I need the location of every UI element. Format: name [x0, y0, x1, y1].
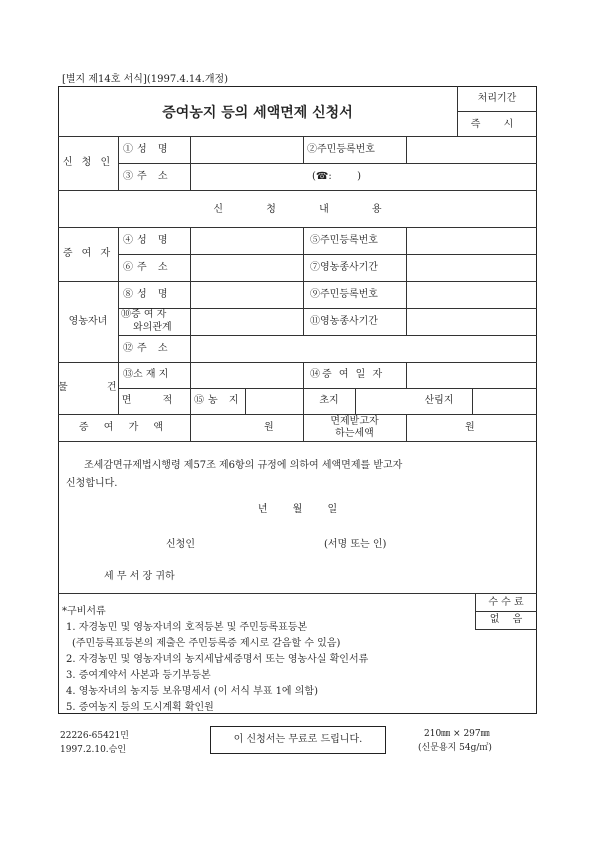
donor-regno-field[interactable]: [407, 228, 536, 253]
fee-label: 수 수 료: [488, 597, 524, 608]
donor-farming-period-field[interactable]: [407, 255, 536, 280]
applicant-address-field[interactable]: [191, 164, 306, 189]
grassland-area-field[interactable]: [356, 389, 405, 413]
document-item: 1. 자경농민 및 영농자녀의 호적등본 및 주민등록표등본: [66, 622, 308, 633]
farmer-farming-period-label: ⑪영농종사기간: [310, 316, 378, 327]
document-item: 2. 자경농민 및 영농자녀의 농지세납세증명서 또는 영농사실 확인서류: [66, 654, 369, 665]
gift-value-unit: 원: [264, 422, 274, 433]
donor-farming-period-label: ⑦영농종사기간: [310, 262, 378, 273]
forest-label: 산림지: [424, 395, 454, 406]
applicant-regno-field[interactable]: [407, 137, 536, 162]
applicant-signature-label: 신청인: [166, 539, 195, 550]
farmer-address-label: ⑫주 소: [123, 343, 172, 354]
area-label: 면 적: [121, 395, 187, 406]
exempt-tax-unit: 원: [465, 422, 475, 433]
donor-address-label: ⑥주 소: [123, 262, 172, 273]
exempt-tax-field[interactable]: [407, 415, 463, 440]
donor-section-label: 증 여 자: [62, 248, 114, 259]
farmer-name-field[interactable]: [191, 282, 302, 307]
farmer-relation-label: ⑩증 여 자: [121, 309, 167, 320]
farmer-child-section-label: 영농자녀: [68, 316, 108, 327]
tax-office-addressee: 세 무 서 장 귀하: [104, 571, 175, 582]
statement-text-line-1: 조세감면규제법시행령 제57조 제6항의 규정에 의하여 세액면제를 받고자: [84, 460, 403, 471]
processing-period-value: 즉 시: [470, 119, 524, 130]
farmer-relation-field[interactable]: [191, 309, 302, 334]
donor-name-field[interactable]: [191, 228, 302, 253]
document-item: 4. 영농자녀의 농지등 보유명세서 (이 서식 부표 1에 의함): [66, 686, 318, 697]
applicant-section-label: 신 청 인: [62, 157, 114, 168]
paper-type: (신문용지 54g/㎡): [418, 743, 492, 753]
document-item: 5. 증여농지 등의 도시계획 확인원: [66, 702, 214, 713]
gift-date-field[interactable]: [407, 363, 536, 387]
farmland-label: ⑮농 지: [194, 395, 243, 406]
farmer-regno-field[interactable]: [407, 282, 536, 307]
applicant-regno-label: ②주민등록번호: [307, 144, 375, 155]
farmer-farming-period-field[interactable]: [407, 309, 536, 334]
application-content-header: 신 청 내 용: [213, 204, 382, 215]
exempt-tax-label-2: 하는세액: [335, 428, 374, 439]
statement-text-line-2: 신청합니다.: [66, 478, 118, 489]
applicant-address-label: ③주 소: [123, 171, 172, 182]
applicant-signature-field[interactable]: [200, 535, 318, 553]
donor-regno-label: ⑤주민등록번호: [310, 235, 378, 246]
forest-area-field[interactable]: [473, 389, 536, 413]
fee-value: 없 음: [489, 614, 523, 625]
sign-or-seal-label: (서명 또는 인): [324, 539, 387, 550]
grassland-label: 초지: [319, 395, 339, 406]
donor-name-label: ④성 명: [123, 235, 172, 246]
gift-value-field[interactable]: [191, 415, 261, 440]
farmland-area-field[interactable]: [246, 389, 302, 413]
processing-period-label: 처리기간: [477, 93, 517, 104]
farmer-regno-label: ⑨주민등록번호: [310, 289, 378, 300]
farmer-name-label: ⑧성 명: [123, 289, 172, 300]
property-location-field[interactable]: [191, 363, 302, 387]
property-location-label: ⑬소 재 지: [123, 369, 169, 380]
required-documents-title: *구비서류: [62, 606, 106, 617]
donor-address-field[interactable]: [191, 255, 302, 280]
approval-date: 1997.2.10.승인: [60, 745, 127, 755]
document-item: 3. 증여계약서 사본과 등기부등본: [66, 670, 211, 681]
exempt-tax-label: 면제받고자: [330, 416, 379, 427]
gift-date-label: ⑭증 여 일 자: [310, 369, 385, 380]
applicant-name-field[interactable]: [191, 137, 302, 162]
farmer-relation-label-2: 와의관계: [133, 322, 172, 333]
farmer-address-field[interactable]: [191, 336, 536, 361]
applicant-name-label: ①성 명: [123, 144, 172, 155]
gift-value-label: 증 여 가 액: [78, 422, 170, 433]
property-section-label: 물 건: [58, 382, 135, 393]
applicant-phone-label: (☎: ): [312, 171, 362, 182]
form-code: 22226-65421민: [60, 731, 129, 741]
form-title: 증여농지 등의 세액면제 신청서: [162, 105, 353, 121]
date-line: 년 월 일: [257, 504, 338, 515]
free-notice-text: 이 신청서는 무료로 드립니다.: [233, 734, 363, 745]
document-item-note: (주민등록표등본의 제출은 주민등록증 제시로 갈음할 수 있음): [72, 638, 341, 649]
form-reference-note: [별지 제14호 서식](1997.4.14.개정): [62, 74, 229, 85]
paper-size: 210㎜ × 297㎜: [424, 729, 490, 739]
